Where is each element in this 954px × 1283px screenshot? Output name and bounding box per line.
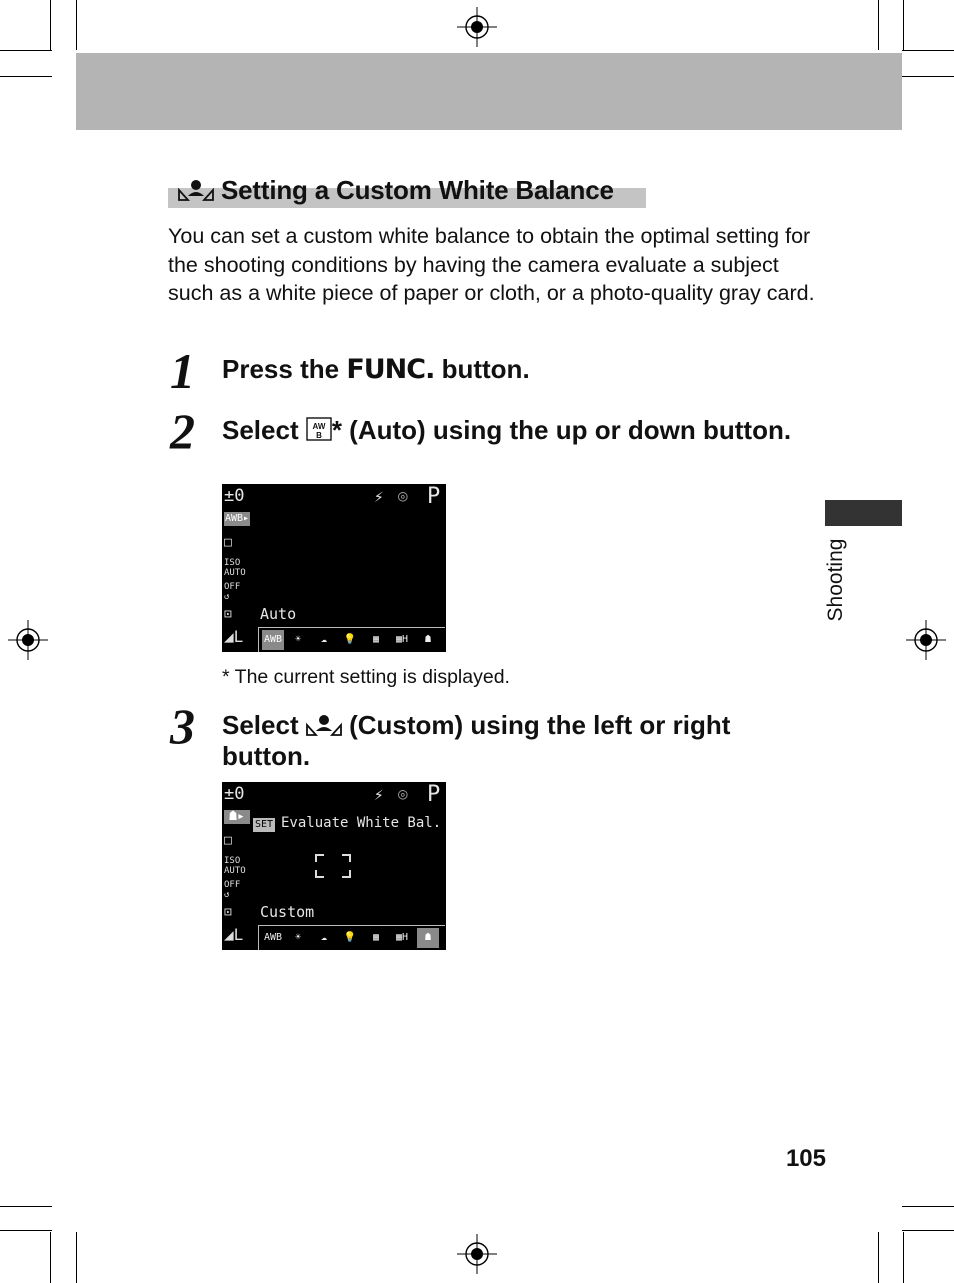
red-eye-icon: ◎ <box>398 784 408 803</box>
wb-option-tungsten: 💡 <box>343 932 357 943</box>
exposure-value: ±0 <box>224 784 245 804</box>
step-3-text <box>222 710 822 772</box>
crop-mark <box>50 1232 51 1283</box>
crop-mark <box>902 50 954 51</box>
evaluate-white-balance-text: Evaluate White Bal. <box>281 815 442 831</box>
drive-mode-icon: □ <box>224 833 232 848</box>
iso-auto-icon: ISO AUTO <box>224 558 246 578</box>
mode-indicator: P <box>427 782 441 807</box>
crop-mark <box>76 1232 77 1283</box>
chapter-label-text: Shooting <box>824 538 847 622</box>
drive-mode-icon: □ <box>224 535 232 550</box>
crop-mark <box>878 1232 879 1283</box>
metering-icon: ⊡ <box>224 607 232 622</box>
section-title: Setting a Custom White Balance <box>221 175 614 205</box>
resolution-large-icon: ◢L <box>224 627 244 646</box>
wb-option-fluorescent-h: ▦H <box>395 932 409 943</box>
custom-white-balance-icon <box>306 713 342 737</box>
wb-option-awb: AWB <box>262 630 284 650</box>
registration-mark-icon <box>457 1234 497 1274</box>
header-band <box>76 53 902 130</box>
step-number: 1 <box>170 343 195 399</box>
camera-screen-auto <box>222 484 446 652</box>
step-text: * (Auto) using the up or down button. <box>331 415 792 445</box>
svg-text:AW: AW <box>312 422 326 431</box>
wb-option-fluorescent-h: ▦H <box>395 634 409 645</box>
flash-off-icon: ⚡ <box>374 487 384 506</box>
resolution-large-icon: ◢L <box>224 925 244 944</box>
func-button-label: FUNC. <box>346 354 435 385</box>
awb-icon <box>306 417 332 441</box>
wb-option-fluorescent: ▦ <box>372 932 380 943</box>
registration-mark-icon <box>457 7 497 47</box>
wb-option-fluorescent: ▦ <box>372 634 380 645</box>
section-heading <box>168 175 646 208</box>
metering-icon: ⊡ <box>224 905 232 920</box>
crop-mark <box>0 1206 52 1207</box>
effect-off-icon: OFF ↺ <box>224 582 241 602</box>
crop-mark <box>878 0 879 50</box>
wb-menu-custom-icon: ☗▸ <box>224 810 250 824</box>
chapter-tab <box>825 500 902 526</box>
wb-option-cloudy: ☁ <box>320 634 328 645</box>
step-text: (Custom) using the left or right button. <box>222 710 731 771</box>
step-text: button. <box>441 354 530 384</box>
page-number: 105 <box>785 1145 826 1172</box>
focus-frame-icon <box>315 854 351 878</box>
wb-option-cloudy: ☁ <box>320 932 328 943</box>
iso-auto-icon: ISO AUTO <box>224 856 246 876</box>
crop-mark <box>50 0 51 50</box>
crop-mark <box>902 1230 954 1231</box>
registration-mark-icon <box>906 620 946 660</box>
red-eye-icon: ◎ <box>398 486 408 505</box>
crop-mark <box>903 1232 904 1283</box>
step-text: Press the <box>222 354 340 384</box>
step-2-text <box>222 415 822 446</box>
wb-option-awb: AWB <box>263 932 283 943</box>
svg-text:B: B <box>315 431 322 440</box>
crop-mark <box>0 1230 52 1231</box>
wb-menu-icon: AWB▸ <box>224 513 250 524</box>
exposure-value: ±0 <box>224 486 245 506</box>
mode-indicator: P <box>427 484 441 509</box>
registration-mark-icon <box>8 620 48 660</box>
step-number: 2 <box>170 403 195 459</box>
step-text: Select <box>222 415 299 445</box>
wb-option-custom: ☗ <box>424 634 432 645</box>
intro-paragraph: You can set a custom white balance to obtain the optimal setting for the shooting conditions by having the camera evaluate a subject such as a white piece of paper or cloth, or a photo-quality gray card. <box>168 224 815 305</box>
chapter-label <box>825 530 847 630</box>
wb-option-daylight: ☀ <box>294 932 302 943</box>
wb-option-daylight: ☀ <box>294 634 302 645</box>
crop-mark <box>902 76 954 77</box>
step-text: Select <box>222 710 299 740</box>
footnote: * The current setting is displayed. <box>222 666 510 688</box>
flash-off-icon: ⚡ <box>374 785 384 804</box>
crop-mark <box>0 76 52 77</box>
crop-mark <box>0 50 52 51</box>
crop-mark <box>903 0 904 50</box>
wb-options-bar <box>258 627 445 652</box>
set-button-label: SET <box>255 819 274 830</box>
wb-option-tungsten: 💡 <box>343 634 357 645</box>
custom-white-balance-icon <box>178 178 214 202</box>
crop-mark <box>76 0 77 50</box>
camera-screen-custom <box>222 782 446 950</box>
wb-mode-label: Auto <box>260 605 297 623</box>
effect-off-icon: OFF ↺ <box>224 880 241 900</box>
wb-option-custom: ☗ <box>417 928 439 948</box>
heading-text <box>178 175 614 206</box>
wb-mode-label: Custom <box>260 903 315 921</box>
crop-mark <box>902 1206 954 1207</box>
step-number: 3 <box>170 698 195 754</box>
wb-options-bar <box>258 925 445 950</box>
step-1-text <box>222 354 822 385</box>
